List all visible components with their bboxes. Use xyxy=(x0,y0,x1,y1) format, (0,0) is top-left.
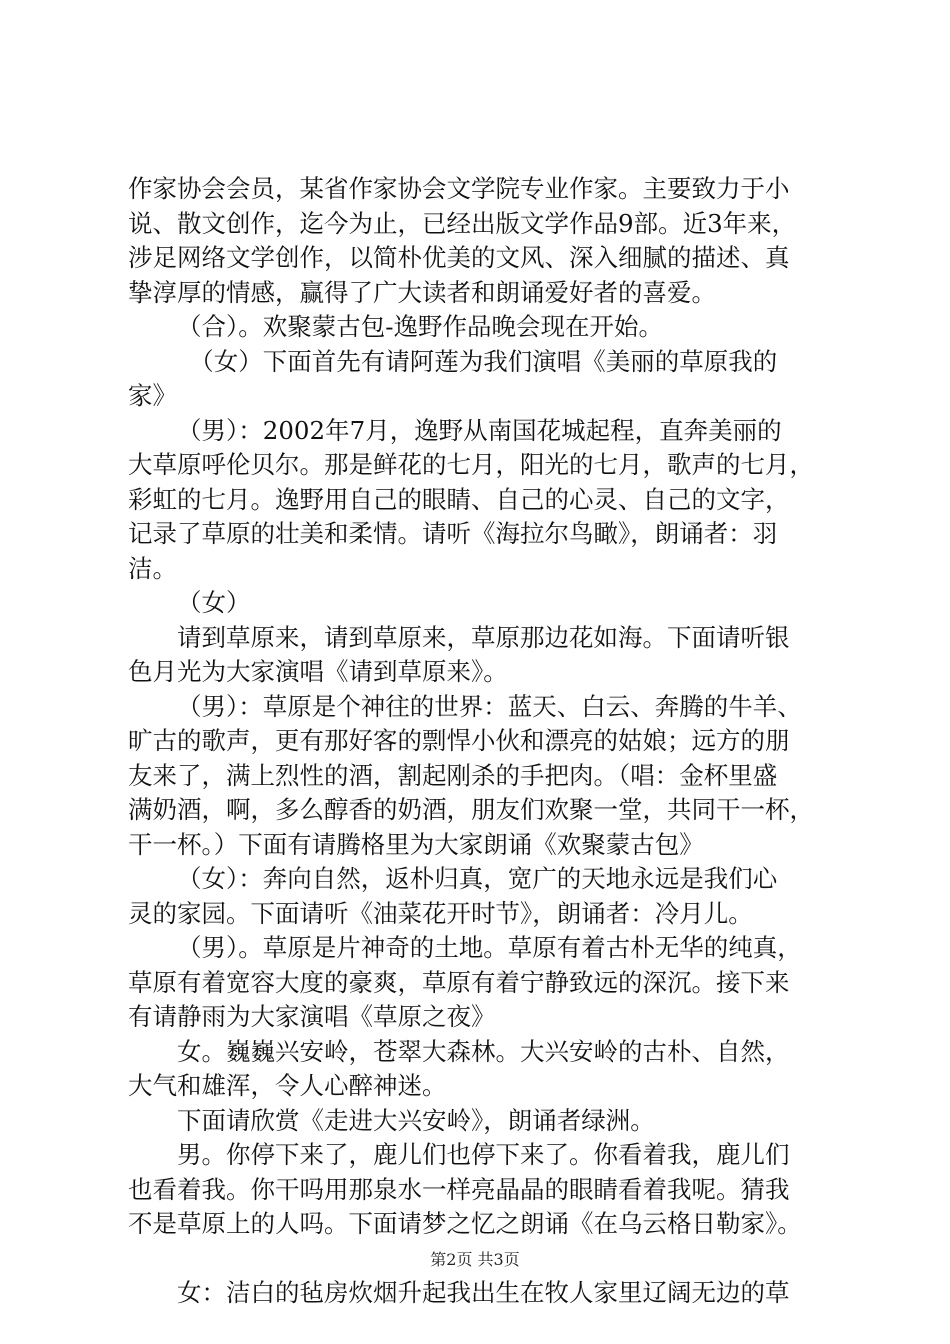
text-line: 有请静雨为大家演唱《草原之夜》 xyxy=(128,1002,496,1031)
text-line: 说、散文创作，迄今为止，已经出版文学作品9部。近3年来， xyxy=(128,208,797,238)
text-line: 友来了，满上烈性的酒，割起刚杀的手把肉。（唱：金杯里盛 xyxy=(128,760,778,790)
text-line: 下面请欣赏《走进大兴安岭》，朗诵者绿洲。 xyxy=(177,1105,655,1135)
text-line: 也看着我。你干吗用那泉水一样亮晶晶的眼睛看着我呢。猜我 xyxy=(128,1174,790,1204)
text-line: 挚淳厚的情感，赢得了广大读者和朗诵爱好者的喜爱。 xyxy=(128,277,716,307)
text-line: 请到草原来，请到草原来，草原那边花如海。下面请听银 xyxy=(177,622,790,652)
text-line: 不是草原上的人吗。下面请梦之忆之朗诵《在乌云格日勒家》。 xyxy=(128,1209,802,1238)
text-line: 草原有着宽容大度的豪爽，草原有着宁静致远的深沉。接下来 xyxy=(128,967,790,997)
text-line: 大草原呼伦贝尔。那是鲜花的七月，阳光的七月，歌声的七月， xyxy=(128,450,814,479)
text-line: 色月光为大家演唱《请到草原来》。 xyxy=(128,657,508,686)
document-body xyxy=(128,172,830,1310)
text-line: （女）下面首先有请阿莲为我们演唱《美丽的草原我的 xyxy=(189,346,778,376)
text-line: 男。你停下来了，鹿儿们也停下来了。你看着我，鹿儿们 xyxy=(177,1140,790,1169)
text-line: 记录了草原的壮美和柔情。请听《海拉尔鸟瞰》，朗诵者：羽 xyxy=(128,519,778,548)
text-line: （男）：草原是个神往的世界：蓝天、白云、奔腾的牛羊、 xyxy=(177,691,802,721)
text-line: 满奶酒，啊，多么醇香的奶酒，朋友们欢聚一堂，共同干一杯， xyxy=(128,795,814,824)
text-line: 干一杯。）下面有请腾格里为大家朗诵《欢聚蒙古包》 xyxy=(128,829,704,859)
text-line: 彩虹的七月。逸野用自己的眼睛、自己的心灵、自己的文字， xyxy=(128,484,790,514)
text-line: （男）：2002年7月，逸野从南国花城起程，直奔美丽的 xyxy=(177,415,782,445)
page-footer: 第2页 共3页 xyxy=(430,1250,520,1269)
text-line: 洁。 xyxy=(128,553,177,583)
text-line: （男）。草原是片神奇的土地。草原有着古朴无华的纯真， xyxy=(177,933,802,962)
text-line: 作家协会会员，某省作家协会文学院专业作家。主要致力于小 xyxy=(128,174,790,203)
text-line: 涉足网络文学创作，以简朴优美的文风、深入细腻的描述、真 xyxy=(128,243,790,272)
text-line: 女：洁白的毡房炊烟升起我出生在牧人家里辽阔无边的草 xyxy=(177,1277,790,1307)
text-line: 女。巍巍兴安岭，苍翠大森林。大兴安岭的古朴、自然， xyxy=(177,1036,790,1066)
text-line: （女） xyxy=(177,588,251,617)
text-line: （合）。欢聚蒙古包-逸野作品晚会现在开始。 xyxy=(177,312,664,341)
text-line: 大气和雄浑，令人心醉神迷。 xyxy=(128,1071,447,1100)
text-line: （女）：奔向自然，返朴归真，宽广的天地永远是我们心 xyxy=(177,864,778,893)
text-line: 家》 xyxy=(128,381,177,410)
text-line: 旷古的歌声，更有那好客的剽悍小伙和漂亮的姑娘；远方的朋 xyxy=(128,726,790,755)
text-line: 灵的家园。下面请听《油菜花开时节》，朗诵者：冷月儿。 xyxy=(128,898,753,928)
